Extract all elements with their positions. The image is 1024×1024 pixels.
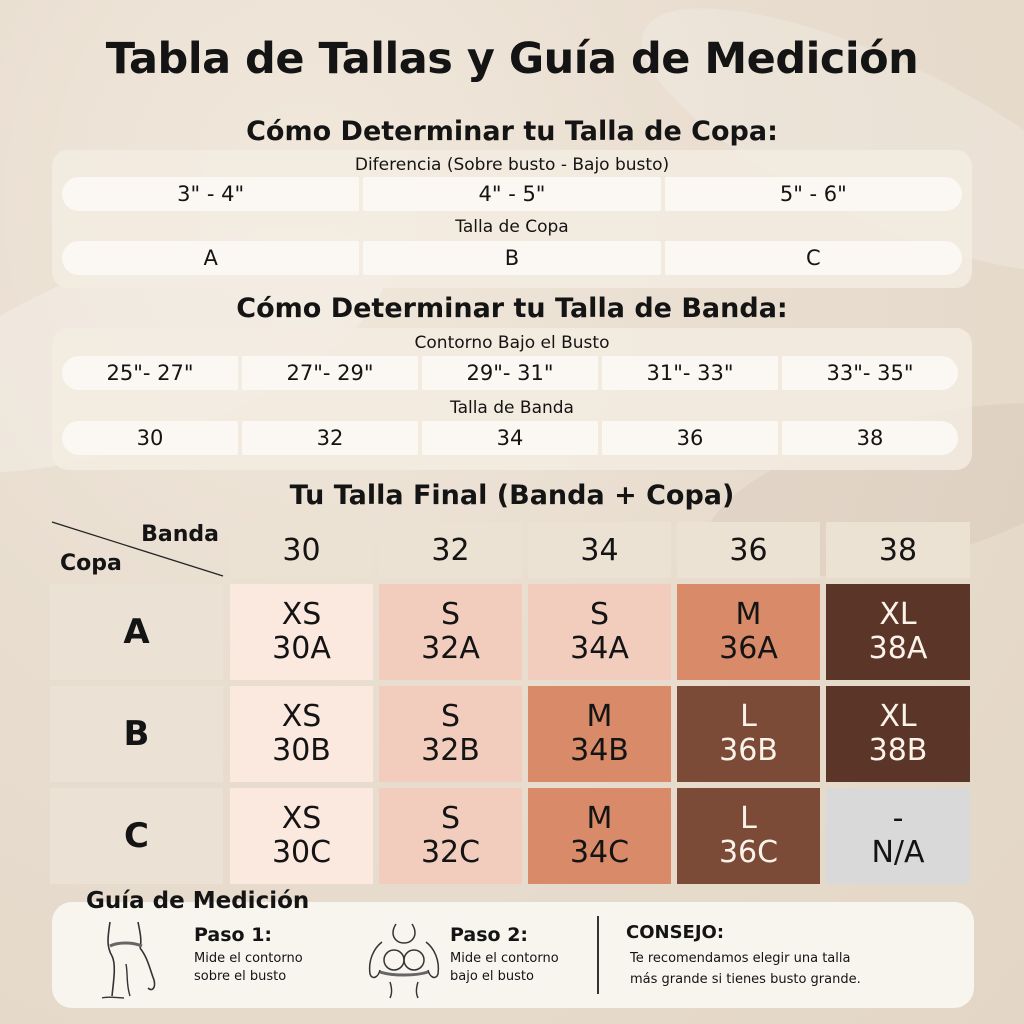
tip-title: CONSEJO:: [626, 922, 725, 943]
step1-text: [194, 950, 303, 986]
step2-title: Paso 2:: [450, 924, 529, 946]
size-code: 34B: [570, 733, 629, 768]
size-letter: L: [740, 801, 757, 836]
size-cell: [528, 686, 671, 782]
tip-text: [630, 948, 861, 990]
size-code: 32C: [420, 835, 481, 870]
guide-divider: [597, 916, 599, 994]
size-grid: [50, 518, 972, 886]
size-letter: M: [586, 801, 613, 836]
size-code: 36C: [718, 835, 779, 870]
underbust-cell: 25"- 27": [62, 356, 238, 390]
cup-row: [62, 241, 962, 275]
row-header: C: [50, 788, 223, 884]
step1-text-line: Mide el contorno: [194, 951, 303, 966]
underbust-cell: 27"- 29": [242, 356, 418, 390]
row-header: A: [50, 584, 223, 680]
size-letter: S: [589, 597, 610, 632]
step2-text: [450, 950, 559, 986]
measure-underbust-icon: [362, 920, 446, 1000]
corner-cup-label: Copa: [60, 551, 122, 576]
size-cell: [528, 584, 671, 680]
size-letter: XS: [281, 597, 322, 632]
size-code: 38A: [868, 631, 928, 666]
size-letter: L: [740, 699, 757, 734]
size-code: 36A: [719, 631, 778, 666]
size-cell: [528, 788, 671, 884]
underbust-label: Contorno Bajo el Busto: [414, 333, 610, 353]
size-code: 32A: [421, 631, 480, 666]
tip-text-line: Te recomendamos elegir una talla: [630, 951, 851, 966]
size-letter: -: [892, 801, 904, 836]
measure-overbust-icon: [98, 918, 178, 1000]
underbust-row: [62, 356, 958, 390]
size-letter: XL: [879, 699, 917, 734]
tip-text-line: más grande si tienes busto grande.: [630, 972, 861, 987]
column-header: 38: [826, 522, 970, 578]
step2-text-line: bajo el busto: [450, 969, 534, 984]
difference-cell: 5" - 6": [665, 177, 962, 211]
underbust-cell: 33"- 35": [782, 356, 958, 390]
size-code: 30B: [272, 733, 331, 768]
size-cell: [826, 788, 970, 884]
cup-cell: C: [665, 241, 962, 275]
size-cell: [379, 788, 522, 884]
size-letter: S: [440, 597, 461, 632]
difference-cell: 4" - 5": [363, 177, 660, 211]
size-code: 38B: [868, 733, 928, 768]
size-letter: S: [440, 801, 461, 836]
size-letter: M: [735, 597, 762, 632]
size-cell: [826, 686, 970, 782]
size-code: 36B: [719, 733, 778, 768]
cup-cell: B: [363, 241, 660, 275]
difference-cell: 3" - 4": [62, 177, 359, 211]
band-cell: 32: [242, 421, 418, 455]
page-title: Tabla de Tallas y Guía de Medición: [105, 34, 919, 84]
cup-size-label: Talla de Copa: [455, 217, 569, 237]
band-cell: 36: [602, 421, 778, 455]
grid-corner: [50, 518, 225, 578]
size-code: 30A: [272, 631, 331, 666]
step2-text-line: Mide el contorno: [450, 951, 559, 966]
cup-panel: [52, 150, 972, 288]
size-cell: [677, 686, 820, 782]
step1-text-line: sobre el busto: [194, 969, 287, 984]
size-cell: [379, 686, 522, 782]
corner-band-label: Banda: [141, 522, 219, 547]
column-header: 34: [528, 522, 671, 578]
difference-row: [62, 177, 962, 211]
column-header: 32: [379, 522, 522, 578]
cup-cell: A: [62, 241, 359, 275]
difference-label: Diferencia (Sobre busto - Bajo busto): [354, 155, 670, 175]
size-cell: [677, 788, 820, 884]
band-cell: 30: [62, 421, 238, 455]
size-letter: S: [440, 699, 461, 734]
band-cell: 34: [422, 421, 598, 455]
band-panel: [52, 328, 972, 470]
final-size-heading: Tu Talla Final (Banda + Copa): [289, 480, 735, 511]
measurement-guide: [52, 902, 974, 1008]
size-letter: XL: [879, 597, 917, 632]
size-letter: XS: [281, 801, 322, 836]
guide-heading: Guía de Medición: [86, 888, 310, 914]
size-cell: [677, 584, 820, 680]
size-cell: [230, 788, 373, 884]
size-code: 32B: [421, 733, 480, 768]
size-cell: [230, 584, 373, 680]
band-section-heading: Cómo Determinar tu Talla de Banda:: [236, 293, 788, 324]
band-cell: 38: [782, 421, 958, 455]
column-header: 30: [230, 522, 373, 578]
size-letter: M: [586, 699, 613, 734]
size-code: 34A: [570, 631, 629, 666]
band-row: [62, 421, 958, 455]
band-size-label: Talla de Banda: [450, 398, 574, 418]
underbust-cell: 29"- 31": [422, 356, 598, 390]
size-code: 34C: [569, 835, 630, 870]
underbust-cell: 31"- 33": [602, 356, 778, 390]
cup-section-heading: Cómo Determinar tu Talla de Copa:: [246, 116, 778, 147]
size-cell: [379, 584, 522, 680]
size-code: N/A: [871, 835, 925, 870]
step1-title: Paso 1:: [194, 924, 273, 946]
size-cell: [826, 584, 970, 680]
column-header: 36: [677, 522, 820, 578]
size-cell: [230, 686, 373, 782]
row-header: B: [50, 686, 223, 782]
size-code: 30C: [271, 835, 332, 870]
size-letter: XS: [281, 699, 322, 734]
